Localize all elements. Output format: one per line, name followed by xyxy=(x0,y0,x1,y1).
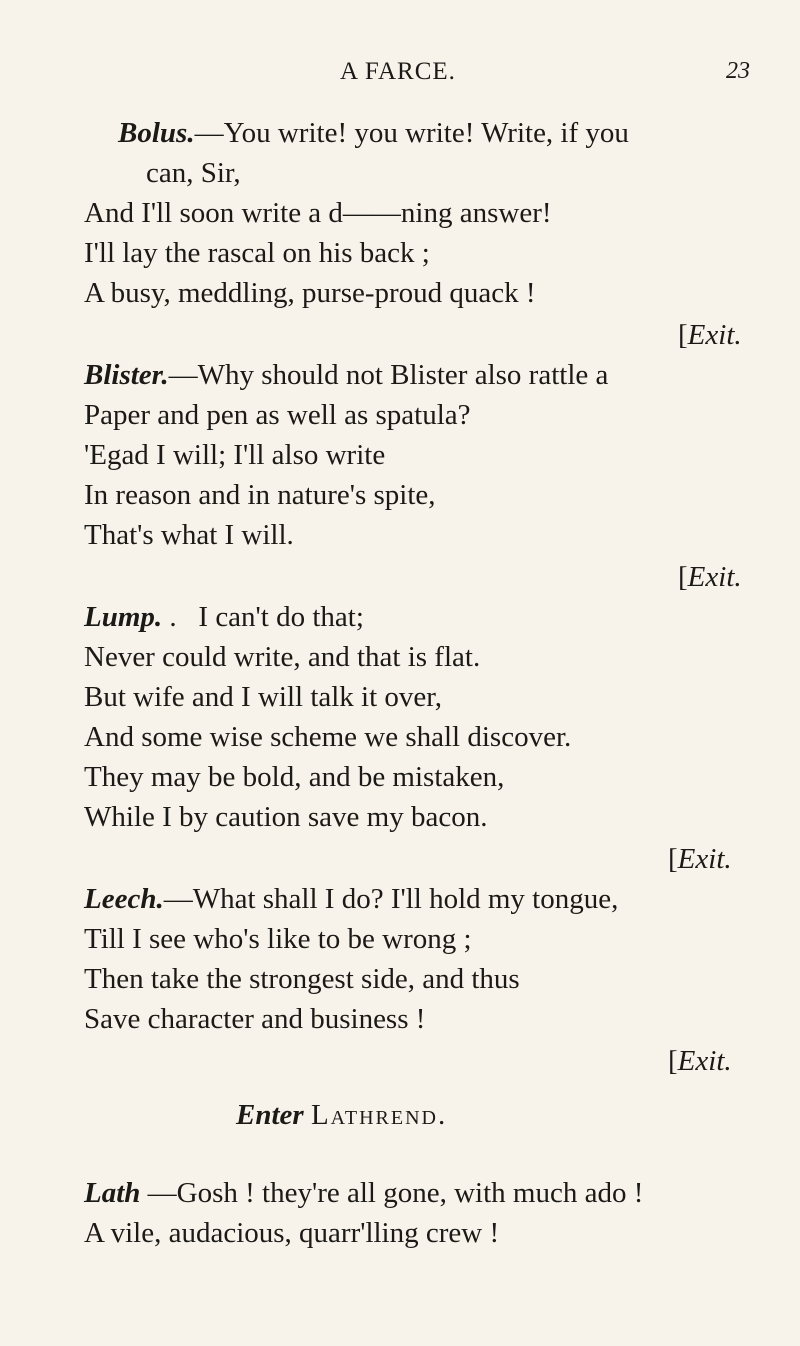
verse-line: They may be bold, and be mistaken, xyxy=(84,761,505,793)
verse-line xyxy=(84,882,618,916)
verse-text: —Gosh ! they're all gone, with much ado ! xyxy=(140,1177,644,1209)
verse-line: A busy, meddling, purse-proud quack ! xyxy=(84,277,536,309)
verse-line: Then take the strongest side, and thus xyxy=(84,963,520,995)
verse-line: I'll lay the rascal on his back ; xyxy=(84,237,430,269)
verse-line: That's what I will. xyxy=(84,519,294,551)
running-title: A FARCE. xyxy=(340,58,456,85)
verse-line: And I'll soon write a d——ning answer! xyxy=(84,197,552,229)
verse-line: In reason and in nature's spite, xyxy=(84,479,436,511)
speaker-name: Blister. xyxy=(84,359,169,391)
stage-exit: [Exit. xyxy=(678,319,742,351)
stage-exit: [Exit. xyxy=(668,1045,732,1077)
verse-line: Till I see who's like to be wrong ; xyxy=(84,923,472,955)
verse-text: —Why should not Blister also rattle a xyxy=(168,359,609,391)
stage-direction-enter: Enter xyxy=(236,1099,304,1131)
verse-line: While I by caution save my bacon. xyxy=(84,801,488,833)
verse-line xyxy=(118,116,629,150)
speaker-name: Bolus. xyxy=(118,117,195,149)
stage-exit: [Exit. xyxy=(678,561,742,593)
stage-direction xyxy=(236,1098,447,1132)
verse-line xyxy=(84,1176,643,1210)
speaker-name: Leech. xyxy=(84,883,164,915)
verse-text: —You write! you write! Write, if you xyxy=(194,117,629,149)
verse-line: And some wise scheme we shall discover. xyxy=(84,721,572,753)
verse-line: Save character and business ! xyxy=(84,1003,426,1035)
stage-exit: [Exit. xyxy=(668,843,732,875)
verse-line: A vile, audacious, quarr'lling crew ! xyxy=(84,1217,500,1249)
verse-line: But wife and I will talk it over, xyxy=(84,681,443,713)
speaker-name: Lath xyxy=(84,1177,141,1209)
verse-line: can, Sir, xyxy=(146,157,241,189)
verse-text: —What shall I do? I'll hold my tongue, xyxy=(163,883,619,915)
page-header xyxy=(0,58,800,98)
verse-line xyxy=(84,358,608,392)
page-number: 23 xyxy=(726,58,750,84)
verse-line xyxy=(84,600,364,634)
stage-direction-name: Lathrend. xyxy=(310,1099,448,1131)
verse-line: 'Egad I will; I'll also write xyxy=(84,439,386,471)
verse-text: . I can't do that; xyxy=(162,601,364,633)
verse-line: Paper and pen as well as spatula? xyxy=(84,399,471,431)
verse-line: Never could write, and that is flat. xyxy=(84,641,481,673)
speaker-name: Lump. xyxy=(84,601,163,633)
